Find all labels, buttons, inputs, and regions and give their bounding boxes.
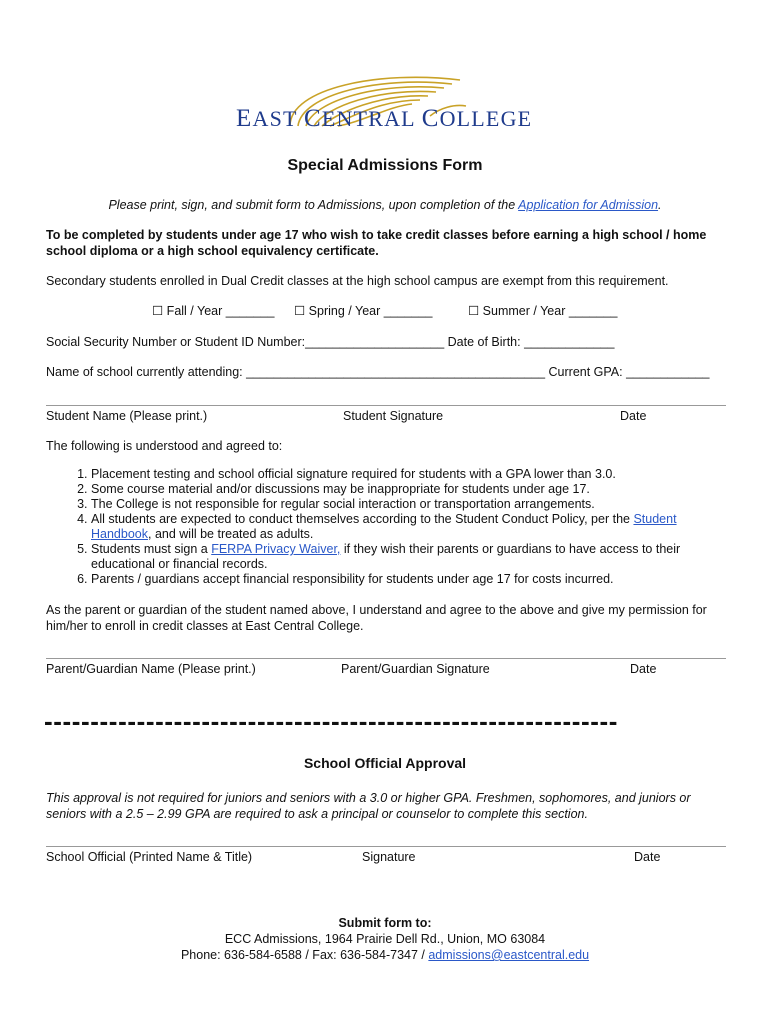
requirement-text: To be completed by students under age 17 who wish to take credit classes before earning a high school / home school diploma or a high school equivalency certificate. xyxy=(46,228,707,258)
term-fall-checkbox[interactable]: ☐ Fall / Year _______ xyxy=(152,304,275,318)
parent-signature-label: Parent/Guardian Signature xyxy=(341,662,490,676)
student-signature-line[interactable] xyxy=(46,405,726,406)
parent-name-label: Parent/Guardian Name (Please print.) xyxy=(46,662,256,676)
parent-signature-line[interactable] xyxy=(46,658,726,659)
cut-line-separator: -------------------------------------------------------------- xyxy=(44,706,619,736)
list-item: 6. Parents / guardians accept financial responsibility for students under age 17 for costs incurred. xyxy=(91,572,706,587)
list-item: 3. The College is not responsible for regular social interaction or transportation arrangements. xyxy=(91,497,706,512)
term-spring-checkbox[interactable]: ☐ Spring / Year _______ xyxy=(294,304,433,318)
school-gpa-field[interactable]: Name of school currently attending: ___________________________________________ Current GPA: ____________ xyxy=(46,365,710,379)
college-logo xyxy=(230,68,540,134)
student-date-label: Date xyxy=(620,409,647,423)
student-signature-label: Student Signature xyxy=(343,409,444,423)
list-item: 5. Students must sign a FERPA Privacy Waiver, if they wish their parents or guardians to have access to their educational or financial records. xyxy=(91,542,706,572)
parent-statement: As the parent or guardian of the student named above, I understand and agree to the above and give my permission for him/her to enroll in credit classes at East Central College. xyxy=(46,603,707,633)
logo-wordmark: EAST CENTRAL COLLEGE xyxy=(236,105,533,132)
exempt-text: Secondary students enrolled in Dual Credit classes at the high school campus are exempt from this requirement. xyxy=(46,274,669,288)
instruction-text: Please print, sign, and submit form to Admissions, upon completion of the Application for Admission. xyxy=(108,198,662,212)
student-handbook-link[interactable]: Student Handbook xyxy=(91,512,677,541)
list-item: 2. Some course material and/or discussions may be inappropriate for students under age 17. xyxy=(91,482,706,497)
ssn-dob-field[interactable]: Social Security Number or Student ID Number:____________________ Date of Birth: _____________ xyxy=(46,335,615,349)
official-date-label: Date xyxy=(634,850,661,864)
form-title: Special Admissions Form xyxy=(287,157,483,174)
student-name-label: Student Name (Please print.) xyxy=(46,409,208,423)
submit-contact: Phone: 636-584-6588 / Fax: 636-584-7347 / admissions@eastcentral.edu xyxy=(180,948,590,962)
list-item: 4. All students are expected to conduct themselves according to the Student Conduct Policy, per the Student Handbook, and will be treated as adults. xyxy=(91,512,706,542)
ferpa-waiver-link[interactable]: FERPA Privacy Waiver, xyxy=(211,542,341,556)
list-item: 1. Placement testing and school official signature required for students with a GPA lower than 3.0. xyxy=(91,467,706,482)
official-signature-line[interactable] xyxy=(46,846,726,847)
official-name-label: School Official (Printed Name & Title) xyxy=(46,850,253,864)
parent-date-label: Date xyxy=(630,662,657,676)
admissions-email-link[interactable]: admissions@eastcentral.edu xyxy=(428,948,590,962)
approval-note: This approval is not required for juniors and seniors with a 3.0 or higher GPA. Freshmen, sophomores, and juniors or seniors with a 2.5 – 2.99 GPA are required to ask a principal or counselor to complete this section. xyxy=(46,791,691,821)
understood-text: The following is understood and agreed to: xyxy=(46,439,283,453)
application-link[interactable]: Application for Admission xyxy=(518,198,659,212)
submit-address: ECC Admissions, 1964 Prairie Dell Rd., Union, MO 63084 xyxy=(224,932,546,946)
terms-list xyxy=(46,467,706,587)
submit-heading: Submit form to: xyxy=(338,916,432,930)
approval-title: School Official Approval xyxy=(303,755,467,771)
official-signature-label: Signature xyxy=(362,850,416,864)
term-summer-checkbox[interactable]: ☐ Summer / Year _______ xyxy=(468,304,618,318)
